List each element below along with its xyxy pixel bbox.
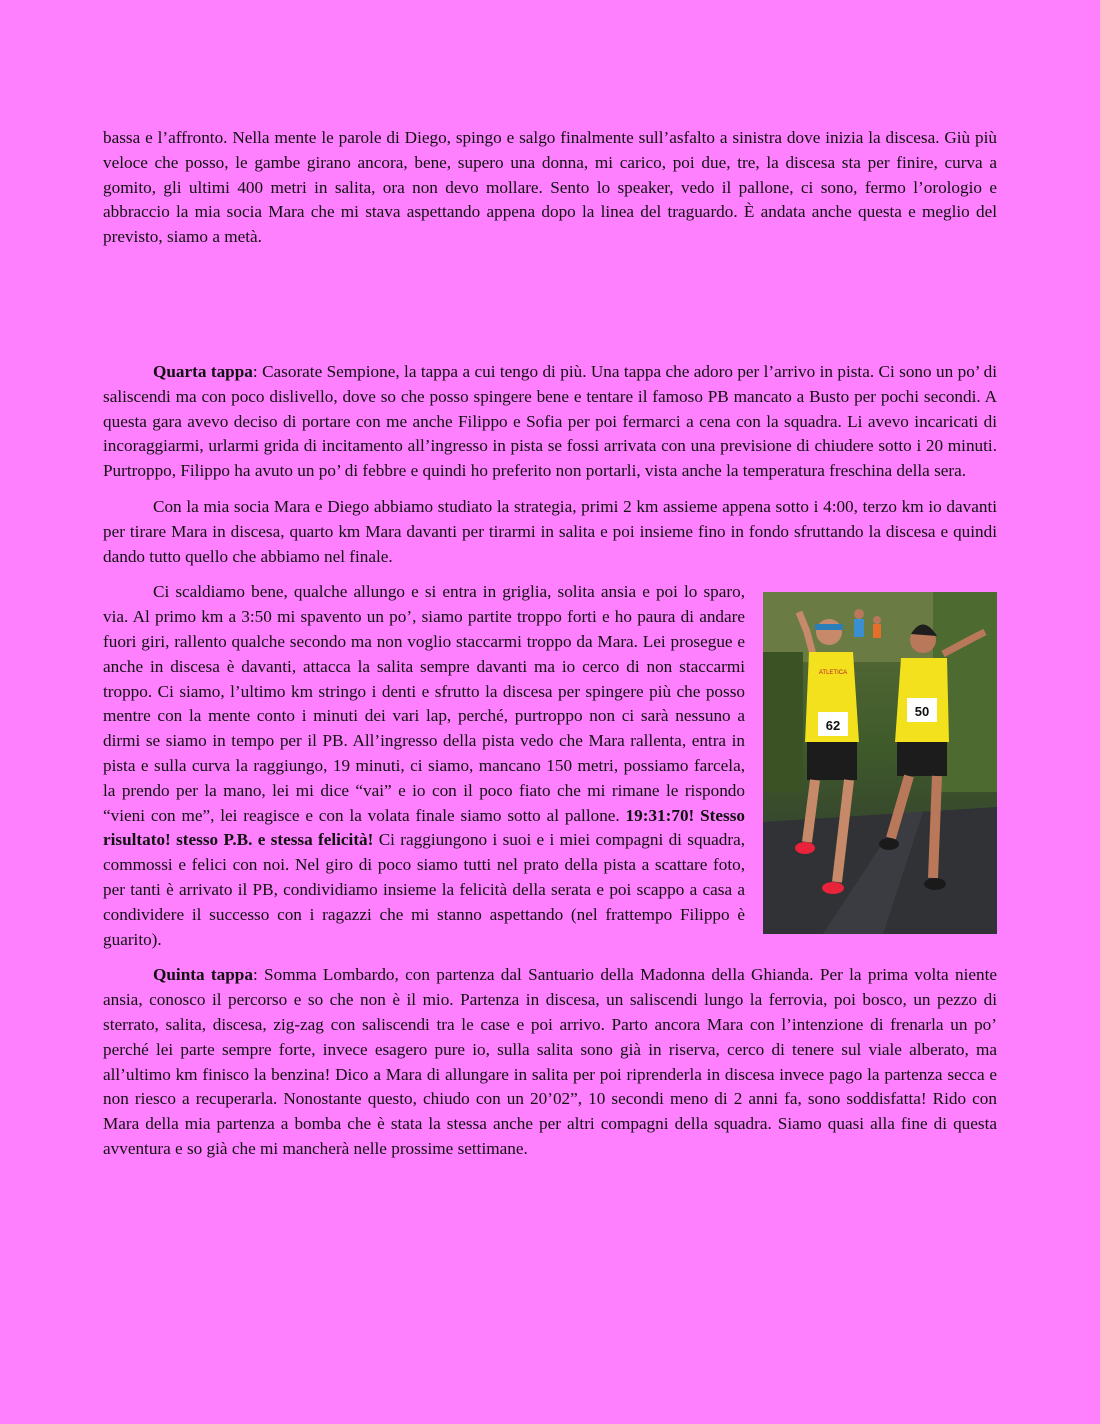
quarta-tappa-text: : Casorate Sempione, la tappa a cui tengo di più. Una tappa che adoro per l’arrivo in pista. Ci sono un po’ di saliscendi ma con poco dislivello, dove so che posso spingere bene e tentare il famoso PB mancato a Busto per pochi secondi. A questa gara avevo deciso di portare con me anche Filippo e Sofia per poi fermarci a cena con la squadra. Li avevo incaricati di incoraggiarmi, urlarmi grida di incitamento all’ingresso in pista se fossi arrivata con una previsione di chiudere sotto i 20 minuti. Purtroppo, Filippo ha avuto un po’ di febbre e quindi ho preferito non portarli, vista anche la temperatura freschina della sera.	[103, 361, 998, 481]
gara-text: Ci scaldiamo bene, qualche allungo e si entra in griglia, solita ansia e poi lo sparo, via. Al primo km a 3:50 mi spavento un po’, siamo partite troppo forti e ho paura di andare fuori giri, rallento qualche secondo ma non voglio staccarmi troppo da Mara. Lei prosegue e anche in discesa è davanti, attacca la salita sempre davanti ma io cerco di non staccarmi troppo. Ci siamo, l’ultimo km stringo i denti e sfrutto la discesa per spingere più che posso mentre con la mente conto i minuti dei vari lap, perché, purtroppo non ci sarà nessuno a dirmi se siamo in tempo per il PB. All’ingresso della pista vedo che Mara rallenta, entra in pista e sulla curva la raggiungo, 19 minuti, ci siamo, mancano 150 metri, possiamo farcela, la prendo per la mano, lei mi dice “vai” e io con il poco fiato che mi rimane le rispondo “vieni con me”, lei reagisce e con la volata finale siamo sotto al pallone.	[103, 582, 745, 825]
bib-number-left: 62	[825, 718, 841, 734]
paragraph-strategia: Con la mia socia Mara e Diego abbiamo studiato la strategia, primi 2 km assieme appena sotto i 4:00, terzo km io davanti per tirare Mara in discesa, quarto km Mara davanti per tirarmi in salita e poi insieme fino in fondo sfruttando la discesa e quindi dando tutto quello che abbiamo nel finale.	[103, 496, 997, 566]
paragraph-quarta-tappa	[103, 360, 997, 484]
heading-quinta-tappa: Quinta tappa	[153, 965, 253, 985]
gara-tail: Ci raggiungono i suoi e i miei compagni di squadra, commossi e felici con noi. Nel giro di poco siamo tutti nel prato della pista a scattare foto, per tanti è arrivato il PB, condividiamo insieme la felicità della serata e poi scappo a casa a condividere il successo con i ragazzi che mi stanno aspettando (nel frattempo Filippo è guarito).	[103, 830, 746, 949]
heading-quarta-tappa: Quarta tappa	[153, 361, 253, 381]
quinta-tappa-text: : Somma Lombardo, con partenza dal Santuario della Madonna della Ghianda. Per la prima volta niente ansia, conosco il percorso e so che non è il mio. Partenza in discesa, un saliscendi lungo la ferrovia, poi bosco, un pezzo di sterrato, salita, discesa, zig-zag con saliscendi tra le case e poi arrivo. Parto ancora Mara con l’intenzione di frenarla un po’ perché lei parte sempre forte, invece esagero pure io, sulla salita sono già in riserva, cerco di tenere sul viale alberato, ma all’ultimo km finisco la benzina! Dico a Mara di allungare in salita per poi riprenderla in discesa invece pago la partenza secca e non riesco a recuperarla. Nonostante questo, chiudo con un 20’02”, 10 secondi meno di 2 anni fa, sono soddisfatta! Rido con Mara della mia partenza a bomba che è stata la stessa anche per altri compagni della squadra. Siamo quasi alla fine di questa avventura e so già che mi mancherà nelle prossime settimane.	[103, 965, 997, 1158]
paragraph-quinta-tappa	[103, 963, 997, 1161]
result-highlight: 19:31:70! Stesso risultato! stesso P.B. e stessa felicità!	[103, 805, 745, 850]
bib-number-right: 50	[914, 704, 930, 720]
document-page	[103, 126, 997, 1162]
paragraph-intro: bassa e l’affronto. Nella mente le parole di Diego, spingo e salgo finalmente sull’asfalto a sinistra dove inizia la discesa. Giù più veloce che posso, le gambe girano ancora, bene, supero una donna, mi carico, poi due, tre, la discesa sta per finire, curva a gomito, gli ultimi 400 metri in salita, ora non devo mollare. Sento lo speaker, vedo il pallone, ci sono, fermo l’orologio e abbraccio la mia socia Mara che mi stava aspettando appena dopo la linea del traguardo. È andata anche questa e meglio del previsto, siamo a metà.	[103, 128, 997, 247]
blank-gap	[103, 250, 997, 360]
shirt-logo-text: ATLETICA	[818, 670, 848, 677]
race-photo	[763, 592, 997, 934]
